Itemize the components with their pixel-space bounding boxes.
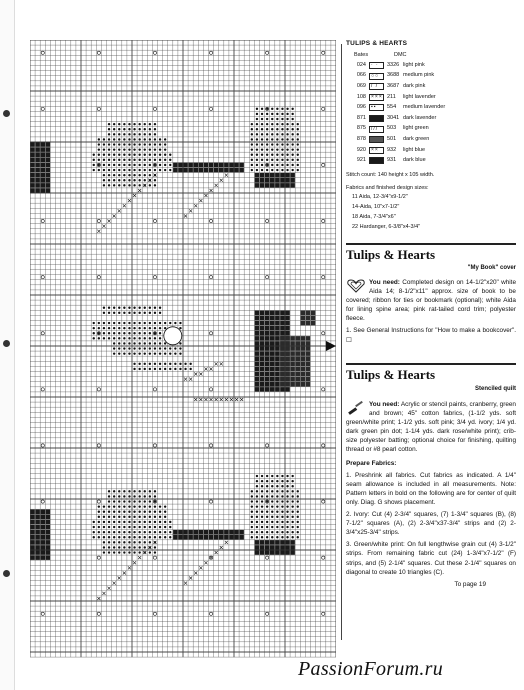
cover-you-need-label: You need:	[369, 279, 400, 286]
key-color-name: dark blue	[403, 157, 426, 164]
key-dmc-code: 503	[387, 125, 397, 132]
key-header	[346, 52, 516, 59]
key-dmc-code: 932	[387, 146, 397, 153]
key-dmc-code: 3687	[387, 82, 400, 89]
quilt-body	[346, 400, 516, 589]
key-row	[346, 124, 516, 135]
cover-subtitle: "My Book" cover	[467, 265, 516, 271]
key-color-name: medium lavender	[403, 104, 446, 111]
key-dmc-code: 554	[387, 104, 397, 111]
paintbrush-icon	[346, 400, 366, 416]
key-bates-code: 024	[356, 61, 366, 68]
key-color-name: light pink	[403, 61, 425, 68]
key-symbol-swatch: ××	[369, 147, 384, 154]
heart-icon	[346, 278, 366, 294]
key-symbol-swatch	[369, 115, 384, 122]
continued-to-page: To page 19	[454, 580, 486, 588]
key-symbol-swatch: ▪▪	[369, 104, 384, 111]
key-row	[346, 92, 516, 103]
key-dmc-code: 3688	[387, 72, 400, 79]
cover-body	[346, 278, 516, 348]
key-row	[346, 145, 516, 156]
key-dmc-code: 211	[387, 93, 396, 100]
key-row	[346, 60, 516, 71]
quilt-subtitle: Stenciled quilt	[474, 386, 516, 392]
key-dmc-code: 3041	[387, 114, 400, 121]
key-symbol-swatch: ×××	[371, 93, 383, 100]
color-key	[346, 40, 516, 232]
key-symbol-swatch: ○○	[369, 73, 384, 80]
quilt-you-need-label: You need:	[369, 401, 400, 408]
key-bates-code: 878	[356, 135, 366, 142]
key-rows	[346, 60, 516, 166]
binding-hole	[3, 570, 10, 577]
cover-title: Tulips & Hearts	[346, 247, 436, 262]
stitch-count: Stitch count: 140 height x 105 width.	[346, 172, 435, 179]
key-row	[346, 134, 516, 145]
cross-stitch-chart	[30, 40, 336, 662]
key-bates-code: 108	[356, 93, 366, 100]
size-line: 18 Aida, 7-3/4"x6"	[352, 214, 396, 221]
key-row	[346, 81, 516, 92]
key-bates-code: 096	[356, 104, 366, 111]
size-line: 14-Aida, 10"x7-1/2"	[352, 204, 400, 211]
quilt-step-1: 1. Preshrink all fabrics. Cut fabrics as indicated. A 1/4" seam allowance is included in all measurements. Note: Pattern letters in bold on the following are for center of quilt only. Diag. G shows placement.	[346, 471, 516, 506]
key-col-dmc: DMC	[394, 51, 407, 58]
key-dmc-code: 3326	[387, 61, 400, 68]
key-dmc-code: 931	[387, 157, 397, 164]
key-color-name: medium pink	[403, 72, 435, 79]
cover-you-need-text: Completed design on 14-1/2"x20" white Aida 14; 8-1/2"x11" approx. size of book to be covered; ribbon for ties or bookmark (optional); white Aida for lining spine area; pink rat-tailed cord trim; polyester fleece.	[346, 279, 517, 323]
key-row	[346, 71, 516, 82]
quilt-step-3: 3. Green/white print: On full lengthwise grain cut (4) 3-1/2" strips. From remaining fabric cut (24) 1-3/4"x7-1/2" (F) strips, and (5) 2-1/4" squares. Cut these 2-1/4" squares on diagonal to create 10 triangles (C).	[346, 541, 516, 576]
key-symbol-swatch: ///	[369, 126, 384, 133]
key-bates-code: 875	[356, 125, 366, 132]
key-color-name: light blue	[403, 146, 426, 153]
quilt-step-2: 2. Ivory: Cut (4) 2-3/4" squares, (7) 1-3/4" squares (B), (8) 7-1/2" squares (A), (2) 2-3/4"x37-3/4" strips and (2) 2-3/4"x25-3/4" strips.	[346, 511, 516, 537]
key-bates-code: 921	[356, 157, 366, 164]
cover-step-1: 1. See General Instructions for "How to make a bookcover". ☐	[346, 327, 516, 344]
size-line: 11 Aida, 12-3/4"x9-1/2"	[352, 194, 408, 201]
watermark: PassionForum.ru	[298, 658, 444, 680]
sizes-title: Fabrics and finished design sizes:	[346, 184, 429, 191]
key-bates-code: 920	[356, 146, 366, 153]
key-color-name: dark lavender	[403, 114, 437, 121]
key-color-name: dark pink	[403, 82, 426, 89]
quilt-you-need-text: Acrylic or stencil paints, cranberry, green and brown; 45" cotton fabrics, (1-1/2 yds. soft green/white print; 1-1/2 yds. soft pink; 3/4 yd. ivory; 1/4 yd. dark green pin dot; 1-1/4 yds. dark rose/white print); crib-size polyester batting; optional choice for finishing, quilting thread or #8 pearl cotton.	[346, 401, 516, 454]
column-divider	[341, 44, 342, 640]
binding-hole	[3, 110, 10, 117]
key-color-name: light lavender	[403, 93, 436, 100]
prepare-fabrics-heading: Prepare Fabrics:	[346, 459, 397, 467]
key-dmc-code: 501	[387, 135, 397, 142]
section-rule	[346, 243, 516, 245]
key-bates-code: 871	[356, 114, 366, 121]
key-symbol-swatch	[369, 136, 384, 143]
key-bates-code: 066	[356, 72, 366, 79]
section-rule	[346, 363, 516, 365]
quilt-title: Tulips & Hearts	[346, 367, 436, 382]
key-color-name: dark green	[403, 135, 430, 142]
key-title: TULIPS & HEARTS	[346, 40, 408, 47]
binding-edge	[0, 0, 15, 690]
key-symbol-swatch: · ·	[369, 62, 384, 69]
key-symbol-swatch	[369, 157, 384, 164]
key-col-bates: Bates	[354, 51, 369, 58]
size-line: 22 Hardanger, 6-3/8"x4-3/4"	[352, 224, 421, 231]
binding-hole	[3, 340, 10, 347]
key-color-name: light green	[403, 125, 429, 132]
key-row	[346, 103, 516, 114]
key-row	[346, 156, 516, 167]
chart-grid-svg	[30, 40, 336, 662]
key-row	[346, 113, 516, 124]
key-symbol-swatch: / /	[369, 83, 384, 90]
key-bates-code: 069	[356, 82, 366, 89]
